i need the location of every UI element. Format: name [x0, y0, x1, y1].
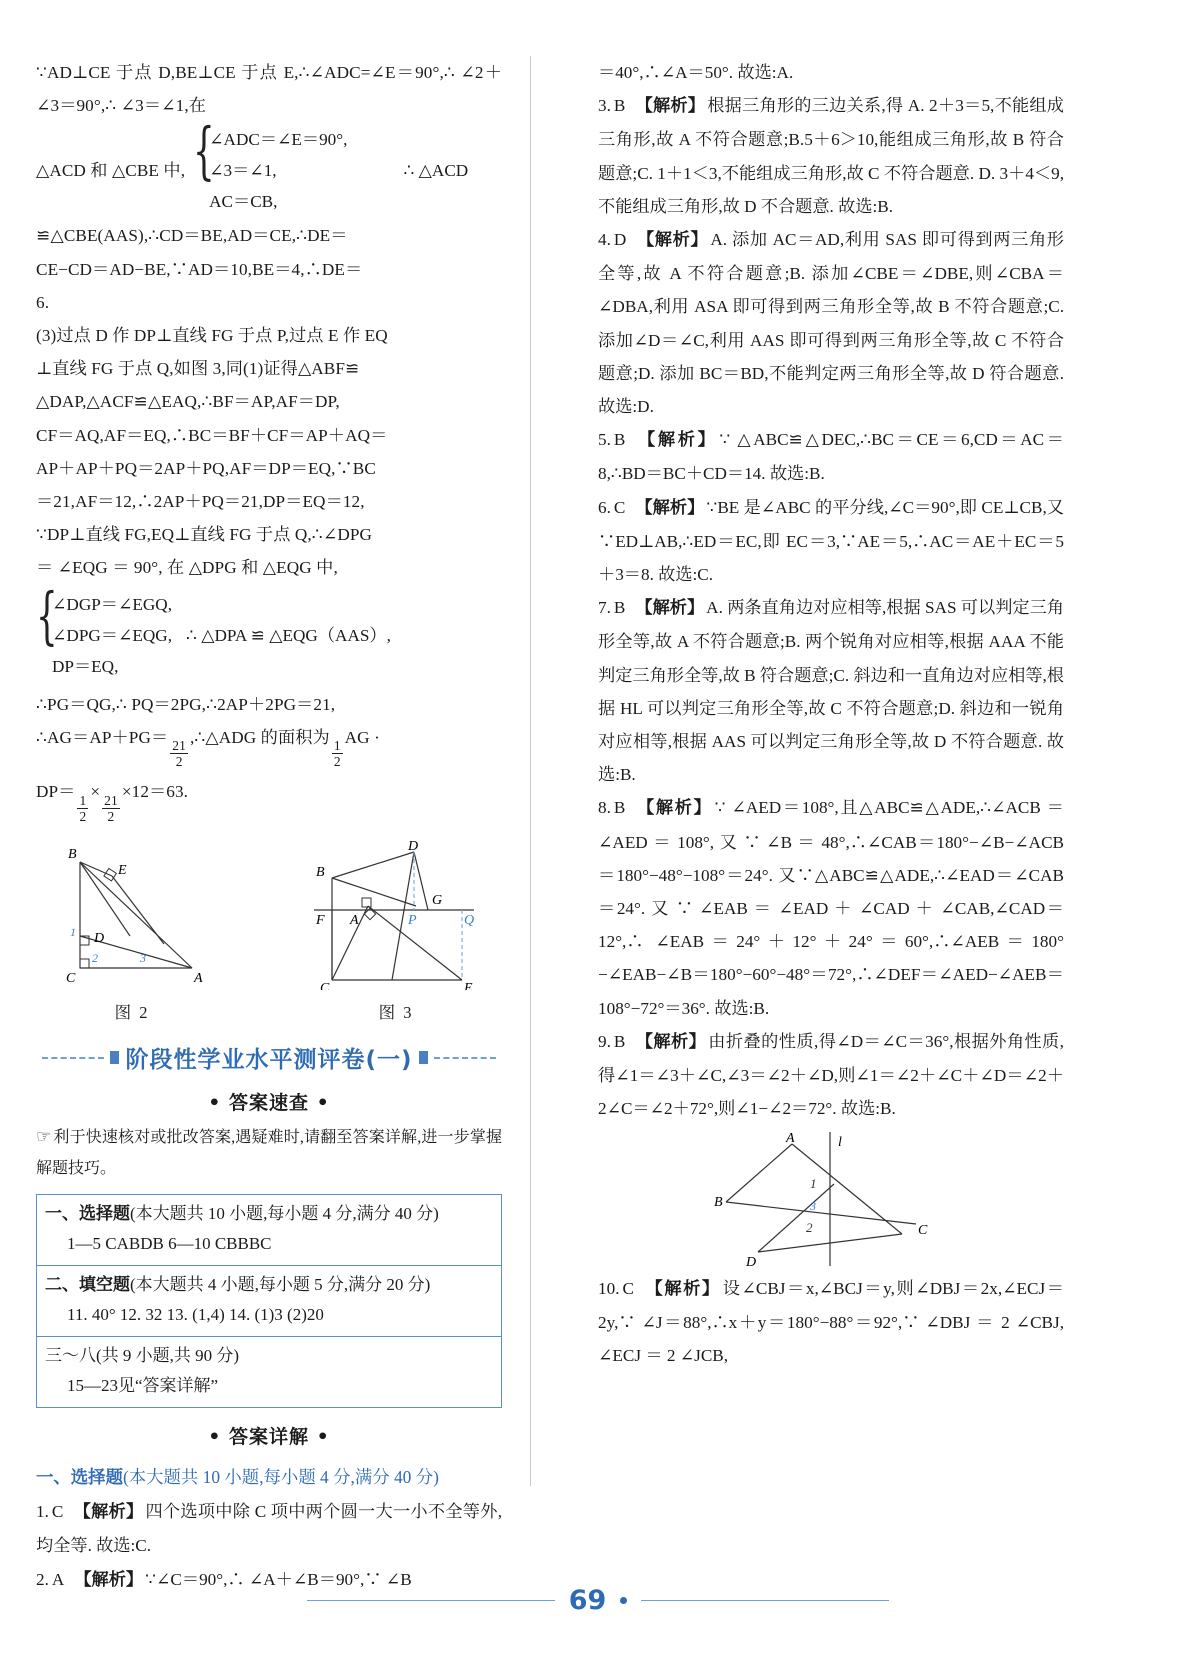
answer-item-9-tag: 【解析】: [635, 1031, 707, 1052]
section-one-label: 一、选择题: [36, 1468, 123, 1489]
brace-group-1: [193, 114, 348, 217]
figure-2-drawing: [42, 840, 222, 990]
answer-item-9-number: 9.: [598, 1031, 611, 1051]
left-brace-icon-2: {: [36, 578, 58, 652]
sys2-row-2: ∠DPG＝∠EQG,: [52, 625, 172, 645]
answer-item-2-continued: ＝40°,∴∠A＝50°. 故选:A.: [598, 63, 794, 82]
answer-item-5-number: 5.: [598, 430, 611, 450]
answer-item-1-number: 1.: [36, 1502, 49, 1522]
title-square-right-icon: [419, 1051, 428, 1064]
pointing-hand-icon: ☞: [36, 1127, 52, 1147]
sys1-row-1: ∠ADC＝∠E＝90°,: [209, 130, 348, 150]
answer-item-8-number: 8.: [598, 798, 611, 818]
qa-head-3-note: (共 9 小题,共 90 分): [96, 1346, 240, 1366]
answer-item-7: [598, 591, 1064, 791]
final-value: ×12＝63.: [121, 782, 189, 802]
figure-2-caption: 图 2: [114, 1003, 150, 1023]
footer-dot-icon: [620, 1597, 627, 1604]
ag-expression: ∴AG＝AP＋PG＝: [36, 727, 169, 747]
part3-line-2: ⊥直线 FG 于点 Q,如图 3,同(1)证得△ABF≌: [36, 359, 360, 379]
svg-text:2: 2: [92, 951, 98, 966]
answer-item-6: [598, 491, 1064, 592]
svg-text:A: A: [786, 1130, 795, 1146]
system-of-equations-1: [36, 114, 502, 219]
answer-item-6-option: C: [613, 497, 626, 517]
figure-9-drawing: [706, 1130, 956, 1270]
fraction-21-2-b: $\frac{21}{2}$: [104, 792, 118, 825]
part3-line-7: ∵DP⊥直线 FG,EQ⊥直线 FG 于点 Q,∴∠DPG: [36, 525, 373, 545]
svg-text:1: 1: [810, 1175, 817, 1191]
qa-head-1-note: (本大题共 10 小题,每小题 4 分,满分 40 分): [130, 1204, 439, 1224]
qa-answers-2: 11. 40° 12. 32 13. (1,4) 14. (1)3 (2)20: [67, 1305, 324, 1325]
dp-equals: DP＝: [36, 782, 76, 802]
answer-item-2-tag: 【解析】: [74, 1569, 144, 1590]
part3-line-8: ＝ ∠EQG ＝ 90°, 在 △DPG 和 △EQG 中,: [36, 558, 338, 578]
answer-item-8: [598, 791, 1064, 1024]
svg-text:C: C: [320, 981, 330, 991]
page-number: 69: [568, 1585, 607, 1616]
svg-text:C: C: [66, 971, 76, 987]
answer-item-4-option: D: [613, 230, 627, 250]
title-dash-left: [42, 1057, 104, 1059]
answer-item-3-option: B: [613, 96, 626, 116]
quick-answer-section-2: [37, 1265, 501, 1336]
svg-text:D: D: [746, 1254, 757, 1270]
part3-line-6: ＝21,AF＝12,∴2AP＋PQ＝21,DP＝EQ＝12,: [36, 492, 365, 512]
svg-text:A: A: [350, 913, 359, 929]
svg-text:D: D: [408, 840, 419, 855]
quick-answer-section-1: [37, 1195, 501, 1265]
section-one-heading: [36, 1461, 502, 1495]
answer-item-8-option: B: [613, 798, 626, 818]
area-expression: ∴△ADG 的面积为: [194, 727, 330, 747]
figure-row: [36, 840, 502, 1023]
svg-text:G: G: [432, 893, 443, 909]
svg-text:l: l: [838, 1134, 842, 1150]
svg-text:C: C: [918, 1222, 928, 1238]
answer-item-3-text: 根据三角形的三边关系,得 A. 2＋3＝5,不能组成三角形,故 A 不符合题意;B.5＋6＞10,能组成三角形,故 B 符合题意;C. 1＋1＜3,不能组成三角形,故 C 不符合题意. D. 3＋4＜9,不能组成三角形,故 D 不合题意. 故选:B.: [598, 96, 1064, 216]
quick-check-tip-text: 利于快速核对或批改答案,遇疑难时,请翻至答案详解,进一步掌握解题技巧。: [36, 1129, 502, 1178]
answer-item-10-tag: 【解析】: [643, 1278, 721, 1299]
proof-line-4: CE−CD＝AD−BE,∵AD＝10,BE＝4,∴DE＝: [36, 259, 363, 279]
qa-head-1-label: 一、选择题: [45, 1204, 130, 1225]
part3-line-1: (3)过点 D 作 DP⊥直线 FG 于点 P,过点 E 作 EQ: [36, 326, 388, 346]
title-square-left-icon: [110, 1051, 119, 1064]
quick-check-tip: [36, 1121, 502, 1184]
sys1-tail: ∴ △ACD: [403, 161, 469, 181]
answer-item-7-text: A. 两条直角边对应相等,根据 SAS 可以判定三角形全等,故 A 不符合题意;B. 两个锐角对应相等,根据 AAA 不能判定三角形全等,故 B 符合题意;C. 斜边和一直角边对应相等,根据 HL 可以判定三角形全等,故 C 不符合题意;D. 斜边和一锐角对应相等,根据 AAS 可以判定三角形全等,故 D 不符合题意. 故选:B.: [598, 598, 1064, 785]
fraction-1-2-b: $\frac{1}{2}$: [79, 792, 87, 825]
sys1-row-3: AC＝CB,: [209, 192, 278, 212]
page-footer: [0, 1585, 1196, 1616]
answer-item-3-number: 3.: [598, 96, 611, 116]
answer-item-10-text: 设∠CBJ＝x,∠BCJ＝y,则∠DBJ＝2x,∠ECJ＝2y,∵ ∠J＝88°,∴x＋y＝180°−88°＝92°,∵ ∠DBJ ＝ 2 ∠CBJ, ∠ECJ ＝ 2 ∠JCB,: [598, 1278, 1064, 1365]
answer-item-1-option: C: [51, 1502, 64, 1522]
answer-item-2-number: 2.: [36, 1569, 49, 1589]
times-1: ×: [90, 782, 101, 802]
answer-item-1-tag: 【解析】: [73, 1502, 144, 1523]
part3-line-4: CF＝AQ,AF＝EQ,∴BC＝BF＋CF＝AP＋AQ＝: [36, 425, 388, 445]
quick-answer-section-3: [37, 1336, 501, 1407]
answer-item-6-tag: 【解析】: [635, 497, 705, 518]
answer-item-9-option: B: [613, 1031, 626, 1051]
quick-answer-box: [36, 1194, 502, 1408]
svg-text:F: F: [316, 913, 325, 929]
figure-3-caption: 图 3: [378, 1003, 414, 1023]
answer-item-5: [598, 423, 1064, 490]
system-of-equations-2: [36, 578, 502, 682]
answer-item-2-option: A: [51, 1569, 65, 1589]
answer-item-4-tag: 【解析】: [636, 230, 709, 251]
answer-item-3: [598, 89, 1064, 223]
figure-3-drawing: [296, 840, 496, 990]
svg-text:B: B: [714, 1194, 723, 1210]
svg-text:Q: Q: [464, 913, 475, 929]
qa-head-2: [45, 1270, 493, 1300]
answer-item-6-text: ∵BE 是∠ABC 的平分线,∠C＝90°,即 CE⊥CB,又∵ED⊥AB,∴ED＝EC,即 EC＝3,∵AE＝5,∴AC＝AE＋EC＝5＋3＝8. 故选:C.: [598, 497, 1064, 585]
fraction-21-2: $\frac{21}{2}$: [172, 738, 186, 770]
answer-item-1: [36, 1495, 502, 1562]
column-divider: [530, 56, 531, 1486]
ag-dot: AG ·: [344, 727, 380, 747]
answer-item-10-number: 10.: [598, 1278, 620, 1298]
svg-text:E: E: [464, 981, 473, 991]
answer-item-3-tag: 【解析】: [635, 96, 706, 117]
conclusion-line-3: [36, 775, 502, 824]
right-column: [598, 56, 1064, 1372]
left-brace-icon: {: [193, 114, 215, 188]
answer-item-7-number: 7.: [598, 598, 611, 618]
answer-item-5-tag: 【解析】: [635, 430, 718, 451]
triangle-intro-1: △ACD 和 △CBE 中,: [36, 160, 186, 180]
conclusion-line-2: ∴AG＝AP＋PG＝ $\frac{21}{2}$ ,∴△ADG 的面积为 $\frac{1}{2}$ AG ·: [36, 727, 380, 770]
answer-item-1-text: 四个选项中除 C 项中两个圆一大一小不全等外,均全等. 故选:C.: [36, 1502, 502, 1556]
answer-item-2-text: ∵∠C＝90°,∴ ∠A＋∠B＝90°,∵ ∠B: [145, 1569, 412, 1589]
sys2-tail: ∴ △DPA ≌ △EQG（AAS）,: [186, 625, 391, 645]
svg-text:3: 3: [810, 1198, 816, 1213]
svg-text:D: D: [94, 931, 105, 947]
left-column: [36, 56, 502, 1597]
part3-line-3: △DAP,△ACF≌△EAQ,∴BF＝AP,AF＝DP,: [36, 392, 340, 412]
answer-item-7-option: B: [613, 598, 626, 618]
sys1-row-2: ∠3＝∠1,: [209, 161, 277, 181]
figure-9: [598, 1130, 1064, 1270]
answer-item-4-number: 4.: [598, 230, 611, 250]
answer-item-8-text: ∵ ∠AED＝108°,且△ABC≌△ADE,∴∠ACB ＝ ∠AED ＝ 108°, 又 ∵ ∠B ＝ 48°,∴∠CAB＝180°−∠B−∠ACB＝180°−48°−108°＝24°. 又∵△ABC≌△ADE,∴∠EAD＝∠CAB＝24°. 又 ∵ ∠EAB ＝ ∠EAD ＋ ∠CAD ＋ ∠CAB,∠CAD＝12°,∴ ∠EAB＝24°＋12°＋24°＝60°,∴∠AEB＝180°−∠EAB−∠B＝180°−60°−48°＝72°,∴∠DEF＝∠AED−∠AEB＝108°−72°＝36°. 故选:B.: [598, 798, 1064, 1018]
answer-item-9-text: 由折叠的性质,得∠D＝∠C＝36°,根据外角性质,得∠1＝∠3＋∠C,∠3＝∠2＋∠D,则∠1＝∠2＋∠C＋∠D＝∠2＋2∠C＝∠2＋72°,则∠1−∠2＝72°. 故选:B.: [598, 1031, 1064, 1119]
answer-item-5-option: B: [613, 430, 626, 450]
svg-text:E: E: [118, 863, 127, 879]
answer-item-4-text: A. 添加 AC＝AD,利用 SAS 即可得到两三角形全等,故 A 不符合题意;B. 添加∠CBE＝∠DBE,则∠CBA＝∠DBA,利用 ASA 即可得到两三角形全等,故 B 不符合题意;C. 添加∠D＝∠C,利用 AAS 即可得到两三角形全等,故 C 不符合题意;D. 添加 BC＝BD,不能判定两三角形全等,故 D 符合题意. 故选:D.: [598, 230, 1064, 417]
qa-answers-1: 1—5 CABDB 6—10 CBBBC: [67, 1234, 272, 1254]
sys2-row-3: DP＝EQ,: [52, 656, 119, 676]
svg-text:3: 3: [140, 951, 146, 966]
quick-check-heading: • 答案速查 •: [208, 1092, 330, 1115]
svg-text:P: P: [408, 913, 417, 929]
title-dash-right: [434, 1057, 496, 1059]
figure-3: [296, 840, 496, 1023]
svg-text:A: A: [194, 971, 203, 987]
proof-line-1: ∵AD⊥CE 于点 D,BE⊥CE 于点 E,∴∠ADC=∠E＝90°,∴ ∠2＋∠3＝90°,∴ ∠3＝∠1,在: [36, 63, 502, 116]
exam-title-text: 阶段性学业水平测评卷(一): [125, 1047, 413, 1074]
footer-rule-right: [641, 1600, 889, 1601]
proof-line-3: ≌△CBE(AAS),∴CD＝BE,AD＝CE,∴DE＝: [36, 226, 348, 246]
answer-item-10: [598, 1272, 1064, 1373]
proof-line-5: 6.: [36, 292, 50, 312]
answer-item-10-option: C: [622, 1278, 634, 1298]
svg-text:1: 1: [70, 925, 76, 940]
section-one-note: (本大题共 10 小题,每小题 4 分,满分 40 分): [122, 1467, 439, 1488]
part3-line-5: AP＋AP＋PQ＝2AP＋PQ,AF＝DP＝EQ,∵BC: [36, 458, 376, 478]
detail-answers-heading: • 答案详解 •: [208, 1426, 330, 1449]
exam-title-banner: [36, 1041, 502, 1074]
svg-text:B: B: [316, 865, 325, 881]
qa-head-2-note: (本大题共 4 小题,每小题 5 分,满分 20 分): [130, 1275, 431, 1295]
svg-text:2: 2: [806, 1219, 813, 1235]
figure-2: [42, 840, 222, 1023]
fraction-1-2-a: $\frac{1}{2}$: [333, 738, 341, 770]
qa-head-3-label: 三～八: [45, 1346, 96, 1366]
qa-answers-3: 15—23见“答案详解”: [67, 1376, 219, 1396]
answer-item-4: [598, 223, 1064, 423]
answer-item-5-text: ∵ △ABC≌△DEC,∴BC＝CE＝6,CD＝AC＝8,∴BD＝BC＋CD＝14. 故选:B.: [598, 430, 1064, 484]
answer-item-9: [598, 1025, 1064, 1126]
conclusion-line-1: ∴PG＝QG,∴ PQ＝2PG,∴2AP＋2PG＝21,: [36, 694, 336, 714]
svg-text:B: B: [68, 847, 77, 863]
qa-head-2-label: 二、填空题: [45, 1275, 130, 1296]
answer-item-7-tag: 【解析】: [635, 598, 705, 619]
sys2-row-1: ∠DGP＝∠EGQ,: [52, 594, 172, 614]
footer-rule-left: [307, 1600, 555, 1601]
answer-item-6-number: 6.: [598, 497, 611, 517]
qa-head-1: [45, 1199, 493, 1229]
qa-head-3: [45, 1341, 493, 1371]
answer-item-8-tag: 【解析】: [635, 798, 713, 819]
